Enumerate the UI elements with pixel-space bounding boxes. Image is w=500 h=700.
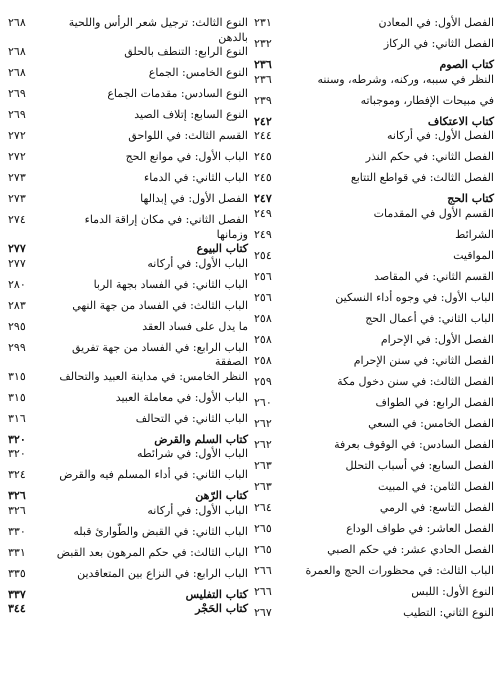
- toc-entry: [254, 564, 494, 585]
- toc-entry-title: الفصل العاشر: في طواف الوداع: [346, 521, 494, 535]
- toc-page-number: ٢٦٨: [8, 66, 26, 79]
- toc-page-number: ٢٤٢: [254, 114, 272, 128]
- toc-entry-title: الباب الثاني: في أعمال الحج: [365, 311, 494, 325]
- toc-page-number: ٢٧٣: [8, 171, 26, 184]
- toc-entry-title: الفصل الخامس: في السعي: [368, 416, 494, 430]
- toc-book-heading: [254, 192, 494, 207]
- toc-entry: [8, 320, 248, 341]
- toc-entry-title: القسم الثاني: في المقاصد: [374, 269, 494, 283]
- toc-page-number: ٣٣٠: [8, 524, 26, 538]
- toc-entry: [8, 278, 248, 299]
- toc-page-number: ٢٦٩: [8, 87, 26, 100]
- toc-page-number: ٣٣١: [8, 545, 26, 559]
- toc-entry-title: الفصل الأول: في أركانه: [386, 129, 494, 142]
- toc-book-heading: [8, 433, 248, 448]
- toc-entry: [8, 468, 248, 489]
- toc-entry-title: الباب الأول: في موانع الحج: [125, 150, 248, 163]
- toc-entry-title: في مبيحات الإفطار، وموجباته: [360, 93, 494, 107]
- toc-page-number: ٢٨٠: [8, 277, 26, 291]
- toc-entry-title: النوع الأول: اللبس: [411, 584, 494, 598]
- toc-entry-title: الباب الأول: في وجوه أداء النسكين: [335, 290, 494, 304]
- toc-column-left: [8, 16, 248, 688]
- toc-page-number: ٢٣٩: [254, 93, 272, 107]
- toc-entry: [254, 501, 494, 522]
- toc-page-number: ٢٥٤: [254, 248, 272, 262]
- toc-entry-title: كتاب الرّهن: [195, 489, 248, 502]
- toc-page-number: ٢٧٢: [8, 129, 26, 142]
- toc-entry: [254, 94, 494, 115]
- toc-entry-title: الفصل السادس: في الوقوف بعرفة: [334, 437, 494, 451]
- toc-page-number: ٢٥٦: [254, 290, 272, 304]
- toc-entry-title: كتاب الحج: [447, 192, 494, 205]
- toc-page-number: ٢٥٦: [254, 269, 272, 283]
- toc-page-number: ٣١٥: [8, 390, 26, 404]
- toc-entry-title: المواقيت: [453, 248, 494, 262]
- toc-entry-title: الباب الثالث: في حكم المرهون بعد القبض: [56, 545, 248, 559]
- toc-entry: [8, 447, 248, 468]
- toc-entry: [254, 150, 494, 171]
- toc-entry-title: النظر في سببه، وركنه، وشرطه، وسننه: [317, 72, 494, 86]
- toc-entry: [254, 207, 494, 228]
- toc-entry-title: الشرائط: [455, 227, 494, 241]
- toc-entry: [8, 45, 248, 66]
- toc-page-number: ٢٦٥: [254, 542, 272, 556]
- toc-page-number: ٢٤٧: [254, 192, 272, 205]
- toc-entry: [254, 543, 494, 564]
- toc-entry-title: الفصل الثالث: في قواطع التتابع: [350, 171, 494, 184]
- toc-entry-title: الباب الثاني: في الدماء: [144, 171, 248, 184]
- toc-entry: [254, 171, 494, 192]
- toc-entry: [8, 213, 248, 242]
- toc-entry: [8, 150, 248, 171]
- toc-page-number: ٢٥٨: [254, 353, 272, 367]
- toc-entry-title: النظر الخامس: في مداينة العبيد والتحالف: [59, 369, 248, 383]
- toc-entry-title: الباب الأول: في معاملة العبيد: [115, 390, 248, 404]
- toc-page-number: ٢٦٧: [254, 605, 272, 619]
- toc-entry-title: الفصل الثاني: في الركاز: [383, 37, 494, 50]
- toc-entry-title: الفصل الأول: في الإحرام: [380, 332, 494, 346]
- toc-entry: [8, 108, 248, 129]
- toc-page-number: ٢٥٩: [254, 374, 272, 388]
- toc-entry-title: الباب الرابع: في النزاع بين المتعاقدين: [77, 566, 248, 580]
- toc-page-number: ٣٢٠: [8, 447, 26, 460]
- toc-entry: [8, 171, 248, 192]
- toc-entry: [8, 546, 248, 567]
- toc-page-number: ٢٥٨: [254, 311, 272, 325]
- toc-entry-title: القسم الثالث: في اللواحق: [128, 129, 248, 142]
- toc-book-heading: [8, 242, 248, 257]
- toc-entry: [254, 459, 494, 480]
- toc-entry-title: كتاب الحَجْر: [195, 602, 248, 615]
- toc-page-number: ٢٣٦: [254, 58, 272, 71]
- toc-entry: [8, 192, 248, 213]
- toc-page-number: ٢٦٤: [254, 500, 272, 514]
- toc-entry: [254, 249, 494, 270]
- toc-entry: [254, 228, 494, 249]
- toc-entry-title: الباب الرابع: في الفساد من جهة تفريق الصفقة: [72, 340, 248, 368]
- toc-page-number: ٢٥٨: [254, 332, 272, 346]
- toc-entry: [254, 417, 494, 438]
- toc-entry-title: كتاب التفليس: [185, 587, 248, 601]
- toc-page-number: ٢٩٩: [8, 340, 26, 354]
- toc-page-number: ٢٦٠: [254, 395, 272, 409]
- toc-entry: [254, 73, 494, 94]
- toc-page-number: ٢٦٦: [254, 584, 272, 598]
- toc-book-heading: [254, 115, 494, 130]
- toc-entry-title: كتاب الصوم: [439, 58, 494, 71]
- toc-page-number: ٣٢٠: [8, 432, 26, 446]
- toc-entry-title: الباب الثاني: في أداء المسلم فيه والقرض: [59, 468, 248, 481]
- toc-page-number: ٣١٦: [8, 411, 26, 425]
- toc-entry: [254, 438, 494, 459]
- toc-entry: [254, 522, 494, 543]
- toc-entry-title: النوع السابع: إتلاف الصيد: [134, 108, 248, 121]
- toc-page-number: ٢٧٧: [8, 242, 26, 255]
- toc-entry-title: الفصل الثاني: في مكان إراقة الدماء وزمانها: [84, 213, 248, 241]
- toc-page-number: ٢٦٣: [254, 458, 272, 472]
- toc-page-number: ٢٤٥: [254, 171, 272, 184]
- toc-entry: [8, 299, 248, 320]
- toc-entry: [254, 606, 494, 627]
- toc-page-number: ٢٤٥: [254, 150, 272, 163]
- toc-entry: [254, 291, 494, 312]
- toc-entry: [8, 412, 248, 433]
- toc-page-number: ٣٢٤: [8, 468, 26, 481]
- toc-entry-title: القسم الأول في المقدمات: [373, 206, 494, 220]
- toc-entry-title: الباب الثاني: في الفساد بجهة الربا: [93, 277, 248, 291]
- toc-book-heading: [8, 602, 248, 617]
- toc-entry: [254, 375, 494, 396]
- toc-page-number: ٢٣١: [254, 16, 272, 29]
- toc-entry-title: الفصل الرابع: في الطواف: [375, 395, 494, 409]
- toc-page-number: ٣٣٥: [8, 566, 26, 580]
- toc-entry-title: الباب الثاني: في التحالف: [135, 411, 248, 425]
- toc-entry: [254, 37, 494, 58]
- toc-entry: [8, 391, 248, 412]
- toc-entry: [8, 16, 248, 45]
- toc-page-number: ٢٧٧: [8, 256, 26, 270]
- toc-entry-title: النوع الخامس: الجماع: [148, 66, 248, 79]
- toc-page-number: ٢٦٦: [254, 563, 272, 577]
- toc-page-number: ٢٦٥: [254, 521, 272, 535]
- toc-page-number: ٢٦٢: [254, 437, 272, 451]
- toc-entry-title: الباب الأول: في شرائطه: [136, 447, 248, 460]
- toc-entry-title: كتاب الاعتكاف: [427, 114, 494, 128]
- toc-page-number: ٢٧٢: [8, 150, 26, 163]
- toc-page-number: ٢٦٢: [254, 416, 272, 430]
- toc-entry: [8, 257, 248, 278]
- toc-entry-title: الفصل التاسع: في الرمي: [379, 500, 494, 514]
- toc-column-right: [254, 16, 494, 688]
- toc-page-number: ٢٦٨: [8, 45, 26, 58]
- toc-page-number: ٢٣٦: [254, 72, 272, 86]
- toc-entry: [8, 504, 248, 525]
- toc-entry-title: الفصل الثامن: في المبيت: [377, 479, 494, 493]
- toc-page-number: ٢٣٢: [254, 37, 272, 50]
- toc-entry-title: الباب الأول: في أركانه: [147, 503, 248, 517]
- toc-entry: [254, 16, 494, 37]
- toc-entry: [8, 370, 248, 391]
- toc-entry: [254, 396, 494, 417]
- toc-page-number: ٢٧٤: [8, 213, 26, 226]
- toc-entry-title: ما يدل على فساد العقد: [142, 319, 248, 333]
- toc-entry-title: الفصل الثاني: في حكم النذر: [365, 150, 494, 163]
- toc-entry-title: الباب الثالث: في محظورات الحج والعمرة: [305, 563, 494, 577]
- toc-entry-title: الباب الثاني: في القبض والطّوارئ قبله: [73, 524, 248, 538]
- toc-entry: [8, 525, 248, 546]
- toc-entry-title: الفصل الثاني: في سنن الإحرام: [353, 353, 494, 367]
- toc-entry: [254, 129, 494, 150]
- toc-page-number: ٢٤٤: [254, 129, 272, 142]
- toc-book-heading: [254, 58, 494, 73]
- toc-page-number: ٢٤٩: [254, 227, 272, 241]
- toc-entry-title: كتاب البيوع: [196, 242, 248, 255]
- toc-entry: [254, 270, 494, 291]
- toc-book-heading: [8, 588, 248, 603]
- toc-entry-title: الفصل الأول: في إبدالها: [140, 192, 248, 205]
- toc-entry: [8, 87, 248, 108]
- toc-entry-title: النوع السادس: مقدمات الجماع: [107, 87, 248, 100]
- toc-book-heading: [8, 489, 248, 504]
- toc-entry-title: الفصل الحادي عشر: في حكم الصبي: [327, 542, 494, 556]
- toc-entry-title: الفصل الثالث: في سنن دخول مكة: [337, 374, 494, 388]
- toc-entry-title: النوع الثاني: التطيب: [403, 605, 494, 619]
- toc-page-number: ٢٤٩: [254, 206, 272, 220]
- toc-entry: [254, 480, 494, 501]
- toc-page-number: ٣٢٦: [8, 503, 26, 517]
- toc-page-number: ٣٤٤: [8, 602, 26, 615]
- toc-entry: [254, 585, 494, 606]
- toc-entry-title: الباب الأول: في أركانه: [147, 256, 248, 270]
- toc-page-number: ٢٨٣: [8, 298, 26, 312]
- toc-entry-title: النوع الرابع: التنطف بالحلق: [124, 45, 248, 58]
- toc-entry: [254, 354, 494, 375]
- toc-page-number: ٢٦٨: [8, 16, 26, 29]
- toc-entry-title: الفصل الأول: في المعادن: [378, 16, 494, 29]
- toc-entry: [8, 567, 248, 588]
- toc-entry-title: النوع الثالث: ترجيل شعر الرأس واللحية بالدهن: [68, 16, 248, 44]
- toc-page-number: ٢٩٥: [8, 319, 26, 333]
- toc-page-number: ٢٦٣: [254, 479, 272, 493]
- toc-page-number: ٣١٥: [8, 369, 26, 383]
- toc-page-number: ٣٣٧: [8, 587, 26, 601]
- toc-page-number: ٢٧٣: [8, 192, 26, 205]
- toc-entry: [8, 341, 248, 370]
- toc-page-number: ٣٢٦: [8, 489, 26, 502]
- toc-entry: [254, 333, 494, 354]
- toc-entry: [8, 129, 248, 150]
- toc-entry: [254, 312, 494, 333]
- toc-entry-title: الباب الثالث: في الفساد من جهة النهي: [72, 298, 248, 312]
- toc-page-number: ٢٦٩: [8, 108, 26, 121]
- toc-entry-title: كتاب السلم والقرض: [154, 432, 248, 446]
- toc-entry: [8, 66, 248, 87]
- toc-entry-title: الفصل السابع: في أسباب التحلل: [345, 458, 494, 472]
